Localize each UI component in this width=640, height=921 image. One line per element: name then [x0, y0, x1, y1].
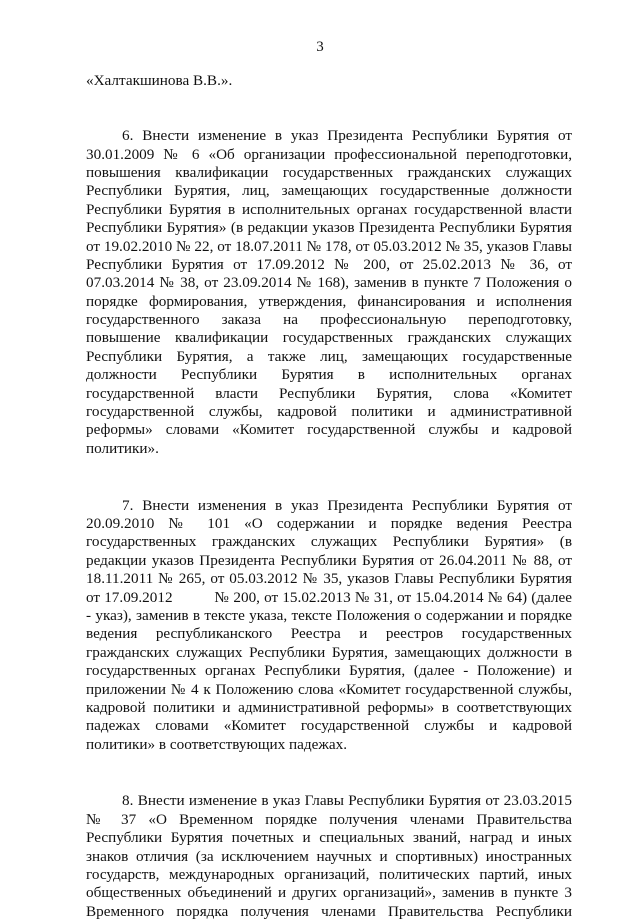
- text-line: знаков отличия (за исключением научных и спортивных) иностранных: [86, 847, 572, 865]
- paragraph-6: [86, 127, 572, 458]
- text-line: гражданских служащих Республики Бурятия, замещающих должности в: [86, 643, 572, 661]
- text-line: падежах словами «Комитет государственной службы и кадровой: [86, 717, 572, 735]
- text-line: Республики Бурятия почетных и специальных званий, наград и иных: [86, 829, 572, 847]
- text-line: от 17.09.2012 № 200, от 15.02.2013 № 31, от 15.04.2014 № 64) (далее: [86, 588, 572, 606]
- text-line: 20.09.2010 № 101 «О содержании и порядке ведения Реестра: [86, 514, 572, 532]
- text-line: - указ), заменив в тексте указа, тексте Положения о содержании и порядке: [86, 606, 572, 624]
- text-line: 7. Внести изменения в указ Президента Республики Бурятия от: [122, 496, 572, 514]
- text-line: Республики Бурятия» (в редакции указов Президента Республики Бурятия: [86, 219, 572, 237]
- text-line: от 19.02.2010 № 22, от 18.07.2011 № 178, от 05.03.2012 № 35, указов Главы: [86, 237, 572, 255]
- document-body: [86, 72, 572, 921]
- text-line: редакции указов Президента Республики Бурятия от 26.04.2011 № 88, от: [86, 551, 572, 569]
- text-line: приложении № 4 к Положению слова «Комитет государственной службы,: [86, 680, 572, 698]
- text-line: политики».: [86, 439, 159, 457]
- text-line: повышение квалификации государственных гражданских служащих: [86, 329, 572, 347]
- text-line: общественных объединений и других организаций», заменив в пункте 3: [86, 884, 572, 902]
- text-line: Республики Бурятия от 17.09.2012 № 200, от 25.02.2013 № 36, от: [86, 255, 572, 273]
- text-line: государственных органах Республики Бурятия, (далее - Положение) и: [86, 662, 572, 680]
- text-line: государственной власти Республики Бурятия, слова «Комитет: [86, 384, 572, 402]
- text-line: политики» в соответствующих падежах.: [86, 735, 348, 753]
- paragraph-7: [86, 497, 572, 754]
- text-line: 30.01.2009 № 6 «Об организации профессиональной переподготовки,: [86, 145, 572, 163]
- text-line: кадровой политики и административной реформы» в соответствующих: [86, 698, 572, 716]
- text-line: государственного заказа на профессиональную переподготовку,: [86, 311, 572, 329]
- text-line: 18.11.2011 № 265, от 05.03.2012 № 35, указов Главы Республики Бурятия: [86, 570, 572, 588]
- text-line: 07.03.2014 № 38, от 23.09.2014 № 168), заменив в пункте 7 Положения о: [86, 274, 572, 292]
- paragraph-8: [86, 792, 572, 921]
- text-line: «Халтакшинова В.В.».: [86, 72, 233, 89]
- paragraph: [86, 72, 572, 90]
- page-number: 3: [316, 39, 324, 55]
- text-line: государств, международных организаций, политических партий, иных: [86, 866, 572, 884]
- text-line: порядке формирования, утверждения, финансирования и исполнения: [86, 292, 572, 310]
- text-line: повышения квалификации государственных гражданских служащих: [86, 163, 572, 181]
- text-line: реформы» словами «Комитет государственной службы и кадровой: [86, 421, 572, 439]
- text-line: Республики Бурятия, лиц, замещающих государственные должности: [86, 182, 572, 200]
- text-line: 6. Внести изменение в указ Президента Республики Бурятия от: [122, 127, 572, 145]
- text-line: Республики Бурятия в исполнительных органах государственной власти: [86, 200, 572, 218]
- text-line: государственной службы, кадровой политики и административной: [86, 403, 572, 421]
- text-line: Временного порядка получения членами Правительства Республики: [86, 902, 572, 920]
- text-line: 8. Внести изменение в указ Главы Республики Бурятия от 23.03.2015: [122, 792, 572, 810]
- text-line: Республики Бурятия, а также лиц, замещающих государственные: [86, 347, 572, 365]
- text-line: № 37 «О Временном порядке получения членами Правительства: [86, 810, 572, 828]
- text-line: государственных гражданских служащих Республики Бурятия» (в: [86, 533, 572, 551]
- text-line: ведения республиканского Реестра и реестров государственных: [86, 625, 572, 643]
- text-line: должности Республики Бурятия в исполнительных органах: [86, 366, 572, 384]
